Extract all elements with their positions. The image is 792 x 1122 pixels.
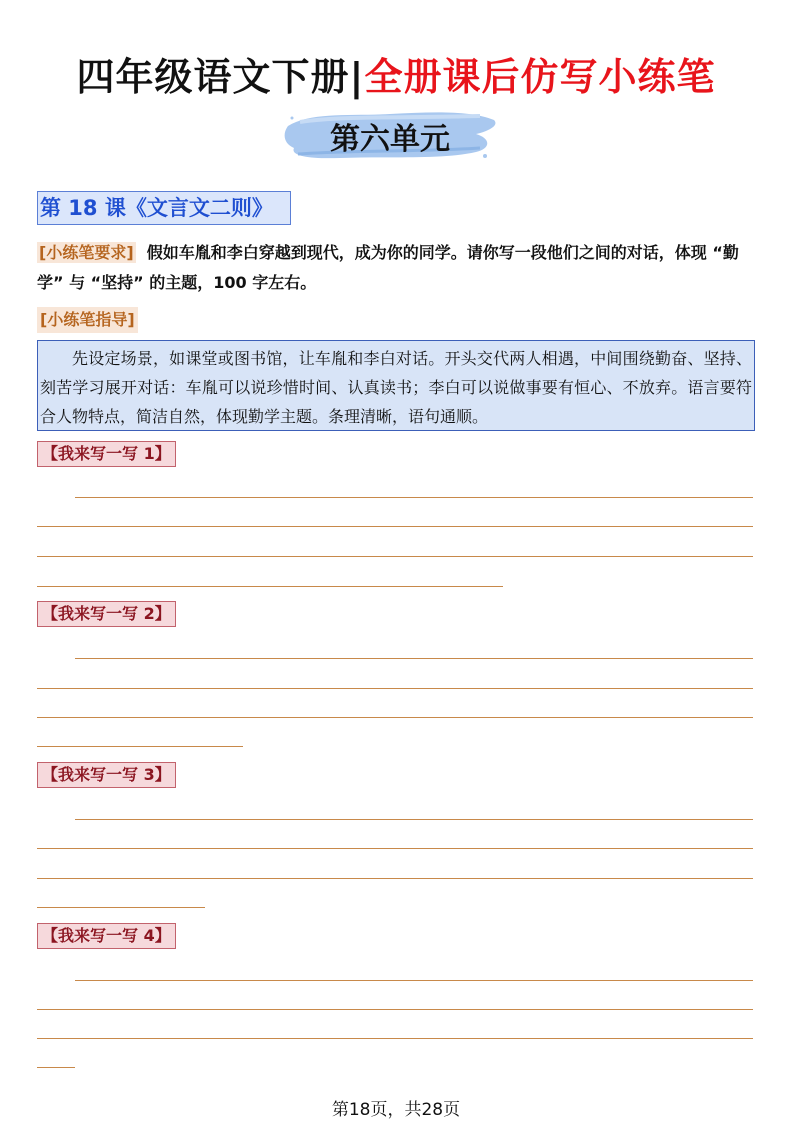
answer-line[interactable] [37, 746, 243, 747]
unit-banner [280, 104, 500, 164]
requirement-paragraph [37, 238, 759, 298]
guidance-label: [小练笔指导] [37, 307, 138, 333]
title-main: 四年级语文下册| [76, 55, 365, 99]
answer-line[interactable] [37, 586, 503, 587]
write-section-label: 【我来写一写 3】 [37, 762, 176, 788]
answer-line[interactable] [37, 526, 753, 527]
requirement-text: 假如车胤和李白穿越到现代，成为你的同学。请你写一段他们之间的对话，体现 “勤学” 与 “坚持” 的主题，100 字左右。 [37, 243, 739, 292]
answer-line[interactable] [37, 1009, 753, 1010]
write-section-label: 【我来写一写 1】 [37, 441, 176, 467]
page-number: 第18页，共28页 [331, 1100, 461, 1120]
answer-line[interactable] [37, 556, 753, 557]
answer-line[interactable] [75, 658, 753, 659]
answer-line[interactable] [75, 980, 753, 981]
unit-title: 第六单元 [330, 122, 450, 157]
answer-line[interactable] [37, 1038, 753, 1039]
guidance-text: 先设定场景，如课堂或图书馆，让车胤和李白对话。开头交代两人相遇，中间围绕勤奋、坚持、刻苦学习展开对话：车胤可以说珍惜时间、认真读书；李白可以说做事要有恒心、不放弃。语言要符合人物特点，简洁自然，体现勤学主题。条理清晰，语句通顺。 [40, 349, 752, 426]
answer-line[interactable] [37, 907, 205, 908]
write-section-label: 【我来写一写 2】 [37, 601, 176, 627]
lesson-title: 第 18 课《文言文二则》 [37, 191, 291, 225]
title-highlight: 全册课后仿写小练笔 [364, 55, 716, 99]
answer-line[interactable] [75, 497, 753, 498]
answer-line[interactable] [37, 717, 753, 718]
page-title [0, 46, 792, 101]
answer-line[interactable] [37, 878, 753, 879]
answer-line[interactable] [75, 819, 753, 820]
requirement-label: [小练笔要求] [39, 243, 134, 262]
write-section-label: 【我来写一写 4】 [37, 923, 176, 949]
answer-line[interactable] [37, 688, 753, 689]
answer-line[interactable] [37, 1067, 75, 1068]
answer-line[interactable] [37, 848, 753, 849]
guidance-box [37, 340, 755, 431]
